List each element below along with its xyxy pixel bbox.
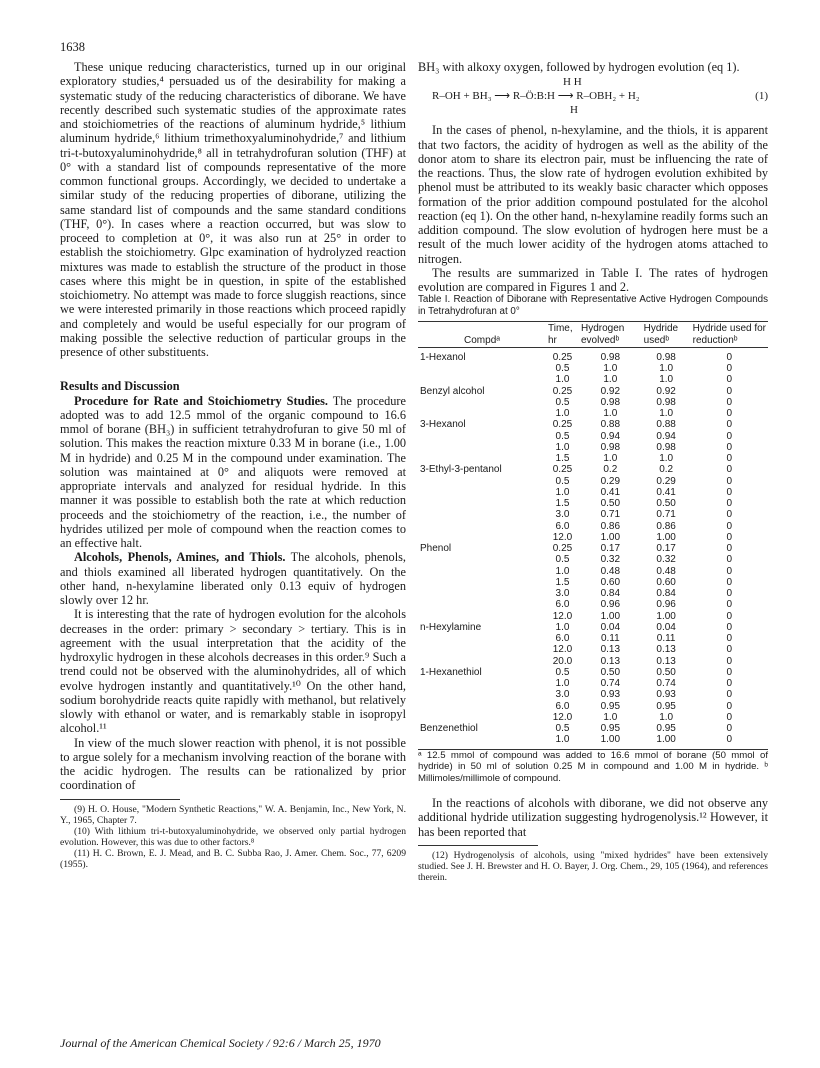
intro-paragraph: These unique reducing characteristics, turned up in our original exploratory studies,⁴ persuaded us of the desirability for making a systematic study of the reducing characteristics of diborane. We have recently described such systematic studies of the approximate rates and stoichiometries of the reactions of aluminum hydride,⁵ lithium aluminum hydride,⁶ lithium trimethoxyaluminohydride,⁷ and lithium tri-t-butoxyaluminohydride,⁸ all in tetrahydrofuran solution (THF) at 0° with a standard list of compounds representative of the more common functional groups. Accordingly, we decided to undertake a similar study of the reducing properties of diborane, utilizing the same standard list of compounds and the same standard conditions (THF, 0°). In cases where a reaction occurred, but was slow to proceed to completion at 0°, it was also run at 25° in order to establish the stoichiometry. Glpc examination of hydrolyzed reaction mixtures was made to establish the structure of the product in those cases where this might be in question, in spite of the established stoichiometry. No attempt was made to force sluggish reactions, since we were interested primarily in those reactions which proceed rapidly and completely and would be useful especially for our program of making possible the selective reduction of particular groups in the presence of other substituents.	[60, 60, 406, 359]
phenol-amines-paragraph: In the cases of phenol, n-hexylamine, and the thiols, it is apparent that two factors, the acidity of hydrogen as well as the ability of the donor atom to share its electron pair, must be influencing the rate of the reactions. Thus, the slow rate of hydrogen evolution exhibited by phenol must be attributed to its weakly basic character which opposes formation of the prior addition compound postulated for the alcohol reaction (eq 1). On the other hand, n-hexylamine readily forms such an addition compound. The slow evolution of hydrogen here must be a result of the much lower acidity of the hydrogen atoms attached to nitrogen.	[418, 123, 768, 266]
table-cell-value: 1.0	[555, 408, 570, 419]
table-cell-value: 1.0	[659, 408, 674, 419]
table-cell-value: 1.5	[555, 498, 570, 509]
table-cell-value: 6.0	[555, 633, 570, 644]
table-cell-value: 0.2	[659, 464, 674, 476]
page-number: 1638	[60, 40, 85, 54]
table-cell-compound	[418, 588, 546, 599]
table-cell-value: 0.32	[600, 554, 621, 566]
table-cell-value: 0.13	[600, 644, 621, 656]
table-cell-value: 1.0	[555, 374, 570, 386]
table-cell-value: 0.95	[600, 723, 621, 734]
table-header-hydrogen: Hydrogen evolvedᵇ	[579, 322, 642, 348]
table-cell-value: 0.71	[656, 509, 676, 521]
table-cell-value: 0	[726, 475, 733, 487]
table-cell-value: 0.5	[555, 363, 570, 374]
table-cell-value: 0.60	[656, 576, 676, 588]
journal-footer: Journal of the American Chemical Society / 92:6 / March 25, 1970	[60, 1036, 381, 1050]
table-cell-value: 0	[726, 419, 733, 431]
table-header-hydride-reduction: Hydride used for reductionᵇ	[692, 323, 767, 346]
table-cell-value: 0.29	[600, 475, 621, 487]
table-row	[418, 487, 768, 498]
results-paragraph: The results are summarized in Table I. The rates of hydrogen evolution are compared in Figures 1 and 2.	[418, 265, 768, 294]
rate-paragraph: It is interesting that the rate of hydrogen evolution for the alcohols decreases in the order: primary > secondary > tertiary. This is in agreement with the usual interpretation that the acidity of the hydroxylic hydrogen in these alcohols decreases in this order.⁹ Such a trend could not be observed with the aluminohydrides, all of which evolve hydrogen instantly and quantitatively.¹⁰ On the other hand, sodium borohydride reacts quite rapidly with methanol, but relatively slowly with ethanol or water, and is remarkably stable in isopropyl alcohol.¹¹	[60, 607, 406, 736]
table-cell-value: 3.0	[555, 588, 570, 599]
continuation-paragraph: BH₃ with alkoxy oxygen, followed by hydrogen evolution (eq 1).	[418, 60, 740, 74]
table-row	[418, 656, 768, 667]
table-cell-compound	[418, 374, 546, 385]
table-cell-value: 0.92	[600, 385, 621, 397]
table-cell-value: 12.0	[552, 711, 573, 723]
table-cell-value: 0	[726, 363, 733, 374]
table-cell-value: 0.11	[656, 633, 676, 644]
equation-bottom: H	[570, 104, 578, 117]
table-cell-value: 0	[726, 666, 733, 678]
table-cell-value: 0.98	[656, 441, 676, 453]
table-cell-value: 1.0	[555, 678, 570, 689]
table-cell-compound	[418, 532, 546, 543]
table-cell-value: 0.96	[656, 599, 676, 611]
table-cell-value: 1.0	[603, 453, 618, 464]
table-cell-compound: 1-Hexanethiol	[420, 666, 482, 678]
table-cell-value: 0	[726, 351, 733, 363]
table-cell-value: 0.48	[600, 565, 621, 577]
table-cell-value: 0	[726, 723, 733, 734]
table-row	[418, 622, 768, 633]
table-cell-value: 0	[726, 509, 733, 521]
right-column	[418, 60, 768, 883]
table-cell-value: 0	[726, 576, 733, 588]
table-row	[418, 431, 768, 442]
table-cell-value: 0	[726, 644, 733, 656]
equation-top: H H	[563, 76, 582, 89]
table-cell-value: 0.88	[600, 419, 621, 431]
table-cell-value: 0.93	[656, 689, 676, 701]
table-cell-value: 0.29	[656, 475, 676, 487]
table-cell-compound	[418, 498, 546, 509]
table-cell-compound	[418, 363, 546, 374]
table-row	[418, 667, 768, 678]
table-cell-value: 0	[726, 441, 733, 453]
phenol-paragraph: In view of the much slower reaction with phenol, it is not possible to argue solely for a mechanism involving reaction of the borane with the acidic hydrogen. The results can be rationalized by prior coordination of	[60, 735, 406, 793]
footnote-9: (9) H. O. House, "Modern Synthetic Reactions," W. A. Benjamin, Inc., New York, N. Y., 1965, Chapter 7.	[60, 803, 406, 826]
table-cell-value: 1.0	[603, 374, 618, 386]
table-cell-value: 0	[726, 554, 733, 566]
table-cell-value: 0	[726, 486, 733, 498]
table-cell-value: 1.00	[656, 531, 676, 543]
table-cell-value: 0.98	[600, 351, 621, 363]
table-row	[418, 678, 768, 689]
table-cell-value: 6.0	[555, 700, 570, 712]
table-cell-compound: Benzenethiol	[420, 723, 478, 734]
table-cell-compound: Benzyl alcohol	[420, 385, 485, 397]
table-row	[418, 712, 768, 723]
table-cell-compound	[418, 566, 546, 577]
procedure-heading: Procedure for Rate and Stoichiometry Studies.	[74, 393, 328, 408]
table-cell-value: 0.41	[600, 486, 621, 498]
table-cell-value: 0.94	[600, 430, 621, 442]
table-cell-value: 0.98	[600, 396, 621, 408]
table-cell-compound	[418, 734, 546, 749]
table-cell-value: 1.00	[642, 734, 691, 749]
table-row	[418, 374, 768, 385]
table-cell-compound: 1-Hexanol	[420, 351, 466, 363]
table-cell-value: 20.0	[552, 655, 573, 667]
table-cell-value: 0.50	[656, 666, 676, 678]
table-cell-value: 0.2	[603, 464, 618, 476]
table-cell-compound	[418, 599, 546, 610]
table-cell-compound: 3-Ethyl-3-pentanol	[420, 464, 502, 476]
table-row	[418, 588, 768, 599]
table-cell-value: 0.13	[656, 644, 676, 656]
table-cell-value: 0.04	[656, 621, 676, 633]
table-cell-value: 0	[726, 498, 733, 509]
table-cell-value: 0.04	[600, 621, 621, 633]
table-cell-compound	[418, 554, 546, 565]
table-row	[418, 689, 768, 700]
table-cell-value: 0.98	[656, 396, 676, 408]
table-cell-value: 0	[726, 531, 733, 543]
section-heading: Results and Discussion	[60, 379, 180, 394]
table-row	[418, 476, 768, 487]
table-cell-compound	[418, 689, 546, 700]
table-row	[418, 347, 768, 363]
table-cell-value: 0.93	[600, 689, 621, 701]
table-row	[418, 701, 768, 712]
table-cell-value: 0.95	[600, 700, 621, 712]
table-cell-compound	[418, 577, 546, 588]
table-cell-value: 0.92	[656, 385, 676, 397]
table-cell-value: 1.00	[656, 610, 676, 622]
table-header-time: Time, hr	[546, 322, 579, 348]
table-cell-value: 0.50	[600, 498, 621, 509]
table-cell-value: 0.95	[656, 723, 676, 734]
table-cell-value: 0	[726, 711, 733, 723]
table-cell-compound	[418, 397, 546, 408]
table-cell-value: 0	[691, 734, 768, 749]
table-cell-compound	[418, 633, 546, 644]
table-row	[418, 498, 768, 509]
table-row	[418, 611, 768, 622]
table-cell-value: 0.88	[656, 419, 676, 431]
table-cell-compound	[418, 509, 546, 520]
footnote-rule-right	[418, 845, 538, 846]
table-cell-value: 0.95	[656, 700, 676, 712]
table-cell-value: 0	[726, 430, 733, 442]
alcohols-heading: Alcohols, Phenols, Amines, and Thiols.	[74, 550, 286, 565]
table-cell-value: 1.0	[546, 734, 579, 749]
table-cell-value: 0.86	[656, 520, 676, 532]
footnote-10: (10) With lithium tri-t-butoxyaluminohydride, we observed only partial hydrogen evolution. However, this was due to other factors.⁸	[60, 825, 406, 848]
table-cell-value: 0	[726, 396, 733, 408]
table-cell-value: 1.5	[555, 453, 570, 464]
table-cell-value: 0.5	[555, 554, 570, 566]
table-cell-value: 0.71	[600, 509, 621, 521]
footnote-rule	[60, 799, 180, 800]
table-cell-compound	[418, 678, 546, 689]
table-cell-value: 0	[726, 408, 733, 419]
equation-number: (1)	[755, 90, 768, 103]
alcohols-text: The alcohols, phenols, and thiols examined all liberated hydrogen quantitatively. On the other hand, n-hexylamine liberated only 0.13 equiv of hydrogen slowly over 12 hr.	[60, 550, 406, 607]
table-cell-value: 0.11	[600, 633, 620, 644]
table-cell-value: 12.0	[552, 531, 573, 543]
table-cell-value: 1.0	[555, 565, 570, 577]
table-cell-value: 0	[726, 453, 733, 464]
table-cell-value: 0.17	[656, 543, 676, 554]
table-cell-value: 3.0	[555, 689, 570, 701]
table-row	[418, 453, 768, 464]
table-cell-value: 0.48	[656, 565, 676, 577]
table-row	[418, 723, 768, 734]
table-cell-value: 0.84	[600, 588, 621, 599]
table-row	[418, 633, 768, 644]
table-cell-value: 1.0	[659, 363, 674, 374]
table-cell-compound	[418, 442, 546, 453]
table-cell-value: 0.25	[552, 419, 573, 431]
table-cell-value: 0	[726, 633, 733, 644]
table-cell-value: 1.0	[603, 363, 618, 374]
table-cell-value: 0.13	[600, 655, 621, 667]
table-row	[418, 543, 768, 554]
table-cell-compound: Phenol	[420, 543, 452, 554]
table-cell-value: 1.0	[659, 453, 674, 464]
table-cell-value: 0.5	[555, 396, 570, 408]
table-cell-value: 0	[726, 621, 733, 633]
table-cell-value: 0.25	[552, 543, 573, 554]
table-cell-compound	[418, 701, 546, 712]
table-cell-value: 0.17	[600, 543, 621, 554]
table-cell-value: 1.0	[555, 441, 570, 453]
table-row	[418, 464, 768, 475]
table-cell-value: 6.0	[555, 599, 570, 611]
table-footnote: ᵃ 12.5 mmol of compound was added to 16.6 mmol of borane (50 mmol of hydride) in 50 ml of solution 0.25 M in compound and 1.00 M in hydride. ᵇ Millimoles/millimole of compound.	[418, 749, 768, 784]
table-cell-value: 12.0	[552, 644, 573, 656]
table-cell-compound	[418, 712, 546, 723]
table-cell-value: 0.5	[555, 723, 570, 734]
table-row	[418, 408, 768, 419]
table-header-hydride-used: Hydride usedᵇ	[642, 322, 691, 348]
table-cell-value: 1.0	[603, 711, 618, 723]
equation-main: R–OH + BH₃ ⟶ R–Ö:B:H ⟶ R–OBH₂ + H₂	[432, 90, 640, 103]
table-cell-value: 3.0	[555, 509, 570, 521]
table-cell-value: 0.98	[600, 441, 621, 453]
table-cell-value: 0	[726, 700, 733, 712]
table-cell-value: 0	[726, 374, 733, 386]
equation-1	[418, 77, 768, 117]
table-cell-compound: 3-Hexanol	[420, 419, 466, 431]
table-cell-value: 0.32	[656, 554, 676, 566]
procedure-text: The procedure adopted was to add 12.5 mmol of the organic compound to 16.6 mmol of borane (BH₃) in sufficient tetrahydrofuran to give 50 ml of solution. This makes the reaction mixture 0.33 M in borane (i.e., 1.00 M in hydride) and 0.25 M in the compound under examination. The solution was maintained at 0° and aliquots were removed at appropriate intervals and analyzed for residual hydride. In this manner it was possible to establish both the rate at which reduction proceeds and the stoichiometry of the reaction, i.e., the number of hydrides utilized per mole of compound when the reaction comes to an effective halt.	[60, 393, 406, 550]
table-cell-compound	[418, 476, 546, 487]
table-row	[418, 509, 768, 520]
footnote-11: (11) H. C. Brown, E. J. Mead, and B. C. Subba Rao, J. Amer. Chem. Soc., 77, 6209 (1955).	[60, 847, 406, 870]
table-cell-compound	[418, 487, 546, 498]
table-cell-value: 0.86	[600, 520, 621, 532]
alcohols-diborane-paragraph: In the reactions of alcohols with diborane, we did not observe any additional hydride utilization suggesting hydrogenolysis.¹² However, it has been reported that	[418, 796, 768, 839]
table-cell-value: 1.5	[555, 576, 570, 588]
table-cell-value: 0	[726, 655, 733, 667]
table-cell-value: 0.13	[656, 655, 676, 667]
table-cell-compound	[418, 644, 546, 655]
left-column	[60, 60, 406, 870]
table-row	[418, 566, 768, 577]
procedure-paragraph	[60, 394, 406, 551]
table-row	[418, 386, 768, 397]
table-cell-value: 0	[726, 599, 733, 611]
table-cell-value: 0	[726, 464, 733, 476]
table-cell-value: 1.0	[659, 374, 674, 386]
table-row	[418, 521, 768, 532]
table-cell-value: 0.41	[656, 486, 676, 498]
table-cell-value: 0	[726, 610, 733, 622]
table-row	[418, 419, 768, 430]
table-row	[418, 734, 768, 749]
table-cell-value: 0.25	[552, 464, 573, 476]
table-cell-value: 12.0	[552, 610, 573, 622]
table-cell-value: 1.0	[603, 408, 618, 419]
footnote-12: (12) Hydrogenolysis of alcohols, using "mixed hydrides" have been extensively studied. See J. H. Brewster and H. O. Bayer, J. Org. Chem., 29, 105 (1964), and references therein.	[418, 849, 768, 883]
table-cell-compound	[418, 408, 546, 419]
table-row	[418, 442, 768, 453]
table-cell-compound	[418, 453, 546, 464]
table-cell-value: 0.84	[656, 588, 676, 599]
table-row	[418, 532, 768, 543]
table-cell-value: 0	[726, 565, 733, 577]
table-cell-value: 0	[726, 543, 733, 554]
table-row	[418, 363, 768, 374]
table-cell-value: 1.00	[600, 610, 621, 622]
table-cell-value: 6.0	[555, 520, 570, 532]
table-1	[418, 321, 768, 749]
table-cell-value: 0.74	[656, 678, 676, 689]
table-cell-value: 0.5	[555, 475, 570, 487]
table-row	[418, 397, 768, 408]
table-cell-compound	[418, 431, 546, 442]
table-cell-value: 1.0	[555, 621, 570, 633]
table-cell-value: 0	[726, 520, 733, 532]
table-cell-value: 0.74	[600, 678, 621, 689]
table-cell-value: 0.50	[600, 666, 621, 678]
table-cell-value: 1.00	[579, 734, 642, 749]
table-row	[418, 644, 768, 655]
table-cell-value: 0.98	[656, 351, 676, 363]
table-cell-value: 1.0	[659, 711, 674, 723]
table-cell-value: 0.25	[552, 385, 573, 397]
table-cell-value: 0	[726, 588, 733, 599]
table-row	[418, 599, 768, 610]
table-cell-value: 1.0	[555, 486, 570, 498]
table-cell-value: 0.25	[552, 351, 573, 363]
table-cell-value: 0	[726, 385, 733, 397]
table-cell-value: 0	[726, 689, 733, 701]
table-header-row	[418, 322, 768, 348]
table-cell-value: 0	[726, 678, 733, 689]
table-cell-compound: n-Hexylamine	[420, 621, 482, 633]
table-header-compd: Compdᵃ	[418, 322, 546, 348]
table-cell-compound	[418, 611, 546, 622]
table-cell-compound	[418, 656, 546, 667]
table-row	[418, 577, 768, 588]
table-cell-compound	[418, 521, 546, 532]
table-cell-value: 0.50	[656, 498, 676, 509]
alcohols-paragraph	[60, 550, 406, 607]
table-caption: Table I. Reaction of Diborane with Representative Active Hydrogen Compounds in Tetrahydrofuran at 0°	[418, 294, 768, 318]
table-row	[418, 554, 768, 565]
table-cell-value: 1.00	[600, 531, 621, 543]
table-cell-value: 0.5	[555, 666, 570, 678]
table-cell-value: 0.94	[656, 430, 676, 442]
table-cell-value: 0.96	[600, 599, 621, 611]
table-body	[418, 347, 768, 749]
table-cell-value: 0.60	[600, 576, 621, 588]
table-cell-value: 0.5	[555, 430, 570, 442]
